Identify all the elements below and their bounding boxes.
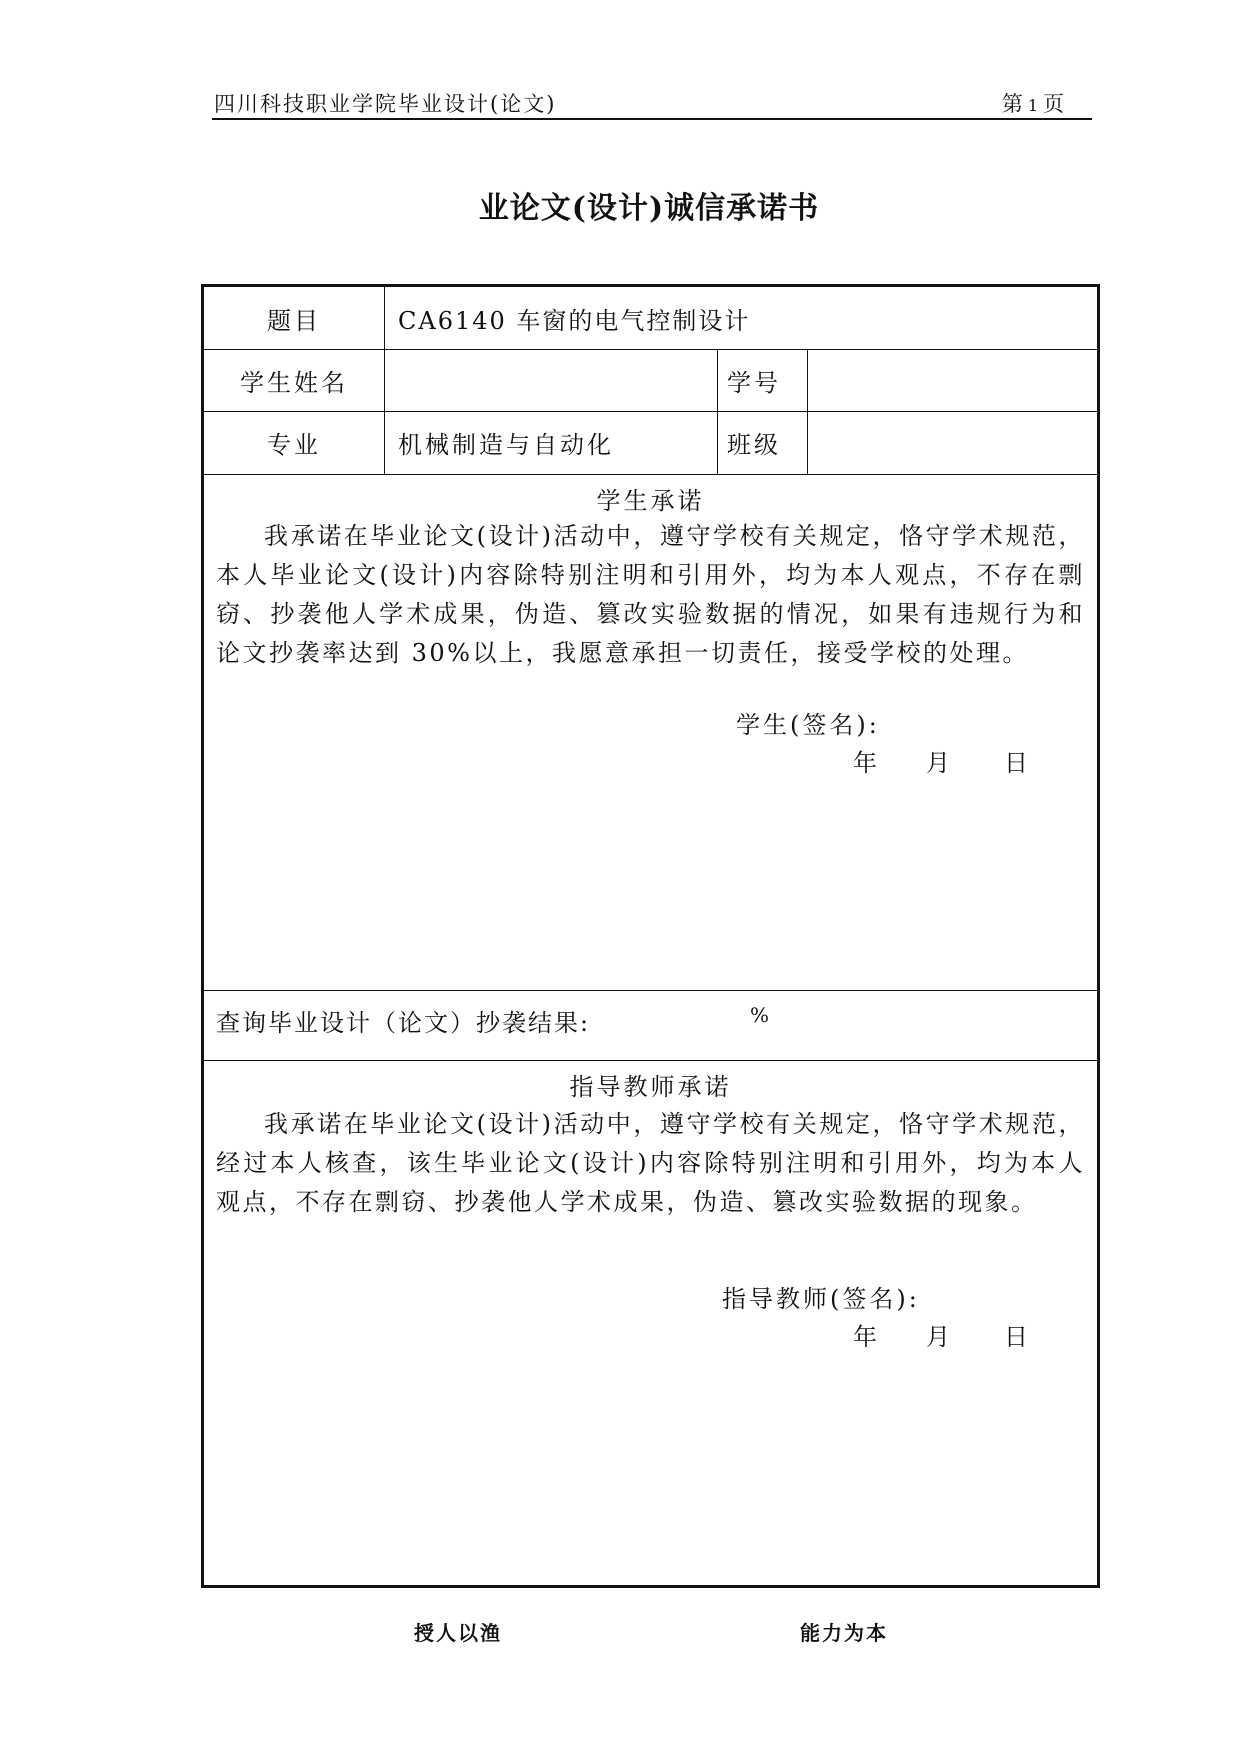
class-field[interactable] <box>818 425 1088 455</box>
major-label: 专业 <box>267 431 321 459</box>
advisor-date[interactable] <box>853 1317 1028 1352</box>
pledge-form <box>201 284 1100 1588</box>
page-number: 1 <box>1027 96 1039 115</box>
column-divider <box>384 287 385 474</box>
page-prefix: 第 <box>1001 92 1024 116</box>
plagiarism-label: 查询毕业设计（论文）抄袭结果: <box>216 1009 591 1037</box>
row-divider <box>204 411 1097 412</box>
row-divider <box>204 474 1097 475</box>
date-day: 日 <box>1004 749 1028 777</box>
row-divider <box>204 990 1097 991</box>
date-day: 日 <box>1004 1323 1028 1351</box>
student-name-field[interactable] <box>398 363 708 393</box>
class-label: 班级 <box>727 431 781 459</box>
student-pledge-text: 我承诺在毕业论文(设计)活动中，遵守学校有关规定，恪守学术规范，本人毕业论文(设计)内容除特别注明和引用外，均为本人观点，不存在剽窃、抄袭他人学术成果，伪造、篡改实验数据的情况，如果有违规行为和论文抄袭率达到 30%以上，我愿意承担一切责任，接受学校的处理。 <box>216 522 1085 667</box>
page-suffix: 页 <box>1043 92 1065 116</box>
row-divider <box>204 349 1097 350</box>
date-year: 年 <box>853 749 877 777</box>
student-pledge-heading: 学生承诺 <box>596 487 705 515</box>
row-divider <box>204 1060 1097 1061</box>
date-month: 月 <box>926 749 950 777</box>
topic-value[interactable]: CA6140 车窗的电气控制设计 <box>398 307 751 335</box>
student-signature-label[interactable]: 学生(签名): <box>736 711 880 739</box>
major-value[interactable]: 机械制造与自动化 <box>398 431 614 459</box>
column-divider <box>807 349 808 474</box>
footer-left-motto: 授人以渔 <box>414 1621 502 1645</box>
header-institution: 四川科技职业学院毕业设计(论文) <box>214 92 557 116</box>
header-page-indicator <box>1002 88 1065 118</box>
date-year: 年 <box>853 1323 877 1351</box>
student-name-label: 学生姓名 <box>240 369 348 397</box>
header-rule <box>212 118 1092 120</box>
footer-right-motto: 能力为本 <box>800 1621 888 1645</box>
advisor-signature-label[interactable]: 指导教师(签名): <box>722 1285 920 1313</box>
date-month: 月 <box>926 1323 950 1351</box>
topic-label: 题目 <box>267 307 321 335</box>
plagiarism-percent-unit[interactable]: % <box>750 1003 773 1027</box>
advisor-pledge-heading: 指导教师承诺 <box>569 1073 732 1101</box>
column-divider <box>717 349 718 474</box>
student-date[interactable] <box>853 743 1028 778</box>
student-id-field[interactable] <box>818 363 1088 393</box>
student-id-label: 学号 <box>727 369 781 397</box>
document-title: 业论文(设计)诚信承诺书 <box>478 191 820 226</box>
advisor-pledge-text: 我承诺在毕业论文(设计)活动中，遵守学校有关规定，恪守学术规范，经过本人核查，该生毕业论文(设计)内容除特别注明和引用外，均为本人观点，不存在剽窃、抄袭他人学术成果，伪造、篡改实验数据的现象。 <box>216 1110 1085 1216</box>
